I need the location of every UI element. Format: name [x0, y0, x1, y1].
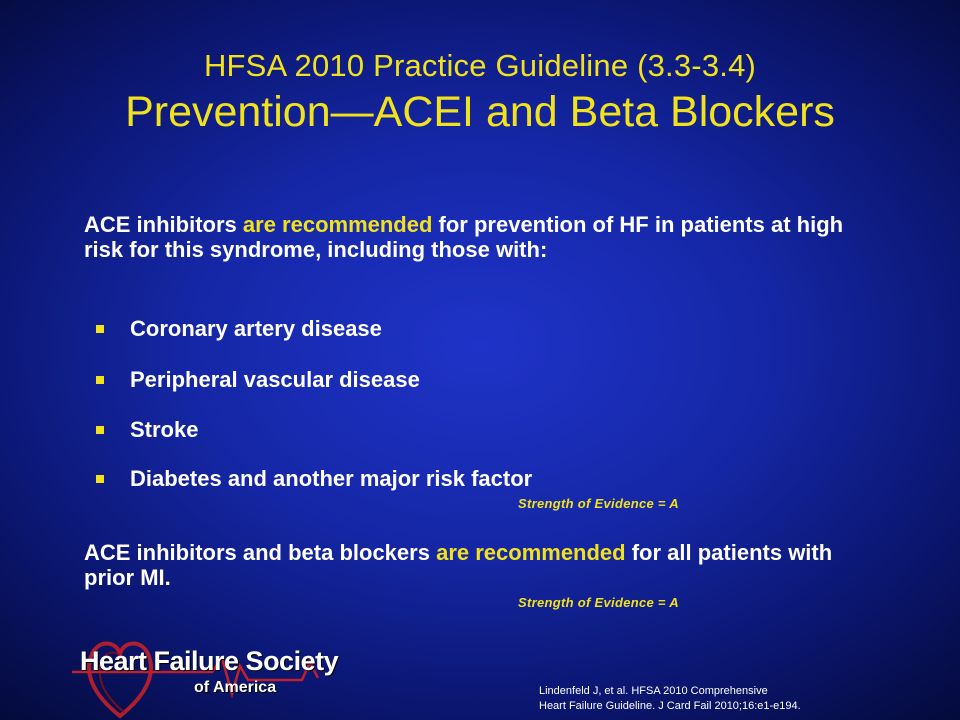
para2-text-rest: for all patients with prior MI.	[84, 540, 833, 590]
citation-line: Lindenfeld J, et al. HFSA 2010 Comprehensive	[539, 685, 768, 697]
bullet-label: Stroke	[130, 417, 199, 442]
ace-inhibitor-recommendation	[84, 212, 884, 262]
citation	[539, 684, 801, 714]
para1-text-rest: for prevention of HF in patients at high risk for this syndrome, including those with:	[84, 212, 844, 262]
prior-mi-recommendation	[84, 540, 884, 590]
square-bullet-icon	[96, 475, 104, 483]
citation-line: Heart Failure Guideline. J Card Fail 2010;16:e1-e194.	[539, 700, 801, 712]
logo-text: Heart Failure Society	[80, 646, 339, 676]
bullet-label: Diabetes and another major risk factor	[130, 466, 533, 491]
bullet-item	[96, 316, 382, 342]
para1-highlight: are recommended	[242, 212, 433, 237]
slide-subtitle: HFSA 2010 Practice Guideline (3.3-3.4)	[203, 48, 757, 83]
square-bullet-icon	[96, 325, 104, 333]
square-bullet-icon	[96, 426, 104, 434]
para1-text: ACE inhibitors	[84, 212, 243, 237]
square-bullet-icon	[96, 376, 104, 384]
bullet-label: Peripheral vascular disease	[130, 367, 420, 392]
bullet-item	[96, 367, 420, 393]
bullet-item	[96, 417, 198, 443]
bullet-label: Coronary artery disease	[130, 316, 382, 341]
para2-text: ACE inhibitors and beta blockers	[84, 540, 437, 565]
logo-subtext: of America	[194, 679, 277, 696]
para2-highlight: are recommended	[436, 540, 626, 565]
bullet-item	[96, 466, 532, 492]
hfsa-logo	[62, 632, 339, 720]
slide-title: Prevention—ACEI and Beta Blockers	[125, 88, 835, 136]
strength-of-evidence: Strength of Evidence = A	[518, 595, 679, 610]
strength-of-evidence: Strength of Evidence = A	[518, 496, 679, 511]
